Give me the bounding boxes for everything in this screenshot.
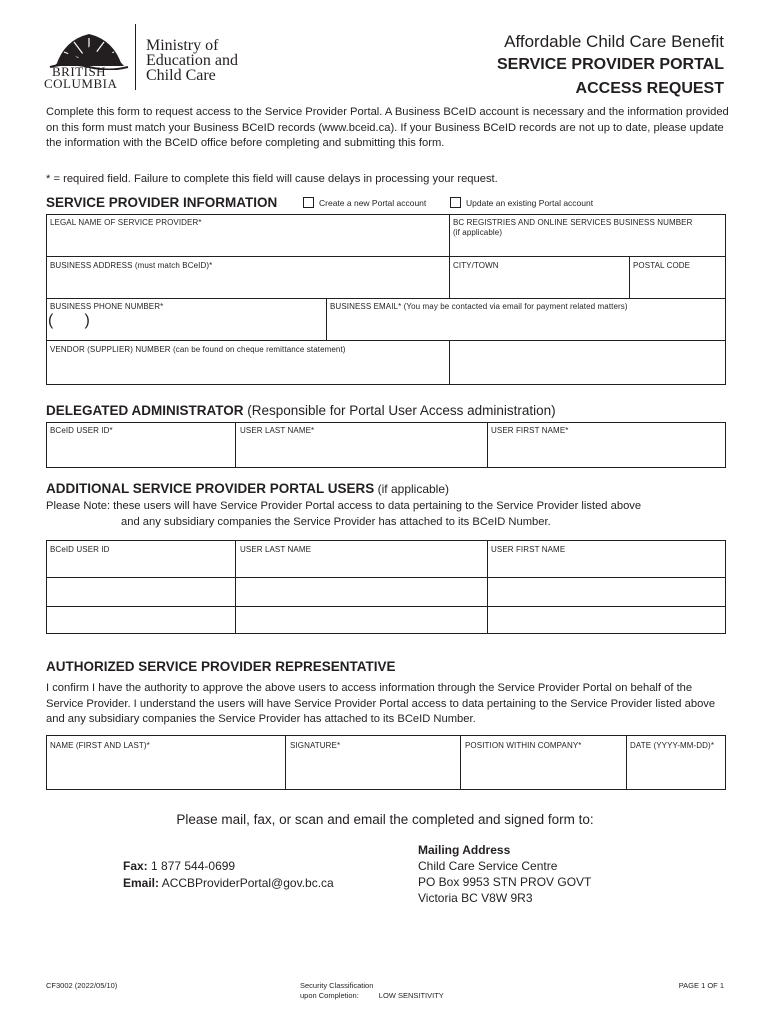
logo-line-2: COLUMBIA [44, 76, 118, 91]
ministry-line-2: Education and [146, 52, 238, 69]
email-label: BUSINESS EMAIL* (You may be contacted via email for payment related matters) [330, 302, 628, 311]
email-label: Email: [123, 876, 160, 890]
security-value: LOW SENSITIVITY [378, 991, 444, 1000]
phone-input[interactable] [100, 316, 320, 334]
ministry-line-3: Child Care [146, 67, 216, 84]
bc-registries-label: BC REGISTRIES AND ONLINE SERVICES BUSINESS NUMBER [453, 218, 693, 227]
additional-title: ADDITIONAL SERVICE PROVIDER PORTAL USERS [46, 481, 375, 496]
update-account-label: Update an existing Portal account [466, 198, 594, 208]
row-divider [46, 577, 726, 578]
form-code: CF3002 (2022/05/10) [46, 981, 118, 990]
rep-name-input[interactable] [50, 760, 280, 782]
col-divider [487, 422, 488, 468]
date-input[interactable] [630, 760, 722, 782]
col-divider [449, 214, 450, 298]
mailing-address-line-3: Victoria BC V8W 9R3 [418, 891, 533, 905]
col-divider [626, 735, 627, 790]
col-divider [487, 540, 488, 634]
email-line [123, 876, 334, 890]
signature-label: SIGNATURE* [290, 741, 341, 750]
delegated-first-name-input[interactable] [491, 444, 721, 462]
vendor-number-input[interactable] [50, 360, 444, 378]
phone-area-code-parens: ( ) [48, 312, 90, 329]
security-classification [300, 981, 444, 1001]
business-address-label: BUSINESS ADDRESS (must match BCeID)* [50, 261, 213, 270]
col-divider [629, 256, 630, 298]
provider-section-title: SERVICE PROVIDER INFORMATION [46, 195, 278, 210]
rep-name-label: NAME (FIRST AND LAST)* [50, 741, 150, 750]
vendor-number-extra-input[interactable] [453, 350, 721, 378]
legal-name-label: LEGAL NAME OF SERVICE PROVIDER* [50, 218, 202, 227]
program-name: Affordable Child Care Benefit [504, 32, 724, 51]
intro-text: Complete this form to request access to the Service Provider Portal. A Business BCeID account is necessary and the information provided on this form must match your Business BCeID records (www.bceid.ca). If your Business BCeID records are not up to date, please update the information with the BCeID office before completing and submitting this form. [46, 106, 729, 149]
sun-mountain-icon [44, 22, 134, 70]
delegated-last-name-input[interactable] [240, 444, 482, 462]
security-line-1: Security Classification [300, 981, 374, 990]
col-divider [449, 340, 450, 385]
col-divider [285, 735, 286, 790]
legal-name-input[interactable] [50, 234, 444, 252]
form-title-line-1: SERVICE PROVIDER PORTAL [497, 56, 724, 73]
phone-label: BUSINESS PHONE NUMBER* [50, 302, 164, 311]
position-input[interactable] [465, 760, 621, 782]
delegated-first-name-label: USER FIRST NAME* [491, 426, 569, 435]
bc-registries-note: (if applicable) [453, 228, 503, 237]
additional-user-3-bceid-input[interactable] [50, 611, 230, 629]
delegated-section-title [46, 403, 556, 418]
row-divider [46, 606, 726, 607]
authorized-section-title: AUTHORIZED SERVICE PROVIDER REPRESENTATIVE [46, 659, 396, 674]
col-divider [460, 735, 461, 790]
additional-user-2-last-name-input[interactable] [240, 583, 482, 601]
security-line-2: upon Completion: [300, 991, 359, 1000]
row-divider [46, 340, 726, 341]
business-address-input[interactable] [50, 276, 444, 294]
submit-instruction: Please mail, fax, or scan and email the completed and signed form to: [176, 812, 594, 827]
fax-line [123, 859, 235, 873]
delegated-bceid-input[interactable] [50, 444, 230, 462]
row-divider [46, 256, 726, 257]
page-number: PAGE 1 OF 1 [678, 981, 724, 990]
delegated-title: DELEGATED ADMINISTRATOR [46, 403, 244, 418]
additional-note-line-2: and any subsidiary companies the Service Provider has attached to its BCeID Number. [121, 516, 551, 528]
additional-user-1-last-name-input[interactable] [240, 557, 482, 573]
mailing-address-line-1: Child Care Service Centre [418, 859, 558, 873]
email-input[interactable] [330, 316, 722, 334]
postal-code-label: POSTAL CODE [633, 261, 691, 270]
position-label: POSITION WITHIN COMPANY* [465, 741, 582, 750]
fax-label: Fax: [123, 859, 148, 873]
col-divider [235, 422, 236, 468]
additional-last-name-label: USER LAST NAME [240, 545, 312, 554]
mailing-address-title: Mailing Address [418, 843, 511, 857]
delegated-bceid-label: BCeID USER ID* [50, 426, 113, 435]
additional-note-line-1: Please Note: these users will have Service Provider Portal access to data pertaining to the Service Provider listed above [46, 500, 642, 512]
additional-first-name-label: USER FIRST NAME [491, 545, 566, 554]
signature-field[interactable] [290, 756, 455, 784]
bc-registries-input[interactable] [453, 238, 721, 254]
required-note: * = required field. Failure to complete this field will cause delays in processing your request. [46, 173, 498, 185]
additional-section-title [46, 481, 449, 496]
additional-user-3-first-name-input[interactable] [491, 611, 721, 629]
row-divider [46, 298, 726, 299]
additional-user-2-bceid-input[interactable] [50, 583, 230, 601]
authorized-statement: I confirm I have the authority to approve the above users to access information through the Service Provider Portal on behalf of the Service Provider. I understand the users will have Service Provider Portal access to data pertaining to the Service Provider listed above and any subsidiary companies the Service Provider has attached to its BCeID Number. [46, 682, 716, 725]
additional-user-1-first-name-input[interactable] [491, 557, 721, 573]
mailing-address-line-2: PO Box 9953 STN PROV GOVT [418, 875, 592, 889]
additional-subtitle: (if applicable) [374, 482, 450, 496]
create-account-label: Create a new Portal account [319, 198, 427, 208]
fax-number: 1 877 544-0699 [147, 859, 236, 873]
city-input[interactable] [453, 276, 625, 294]
city-label: CITY/TOWN [453, 261, 499, 270]
additional-user-2-first-name-input[interactable] [491, 583, 721, 601]
additional-user-1-bceid-input[interactable] [50, 557, 230, 573]
col-divider [326, 298, 327, 340]
ministry-line-1: Ministry of [146, 37, 219, 54]
logo-divider [135, 24, 136, 90]
bc-logo [44, 22, 134, 92]
email-address: ACCBProviderPortal@gov.bc.ca [159, 876, 334, 890]
col-divider [235, 540, 236, 634]
additional-user-3-last-name-input[interactable] [240, 611, 482, 629]
mailing-address [418, 842, 591, 906]
vendor-number-label: VENDOR (SUPPLIER) NUMBER (can be found on cheque remittance statement) [50, 345, 346, 354]
date-label: DATE (YYYY-MM-DD)* [630, 741, 715, 750]
delegated-last-name-label: USER LAST NAME* [240, 426, 315, 435]
delegated-subtitle: (Responsible for Portal User Access administration) [243, 403, 556, 418]
postal-code-input[interactable] [633, 276, 721, 294]
create-account-checkbox[interactable] [303, 197, 314, 208]
additional-bceid-label: BCeID USER ID [50, 545, 110, 554]
ministry-name [146, 38, 238, 83]
update-account-checkbox[interactable] [450, 197, 461, 208]
form-title-line-2: ACCESS REQUEST [575, 80, 724, 97]
logo-line-1: BRITISH [52, 64, 107, 79]
